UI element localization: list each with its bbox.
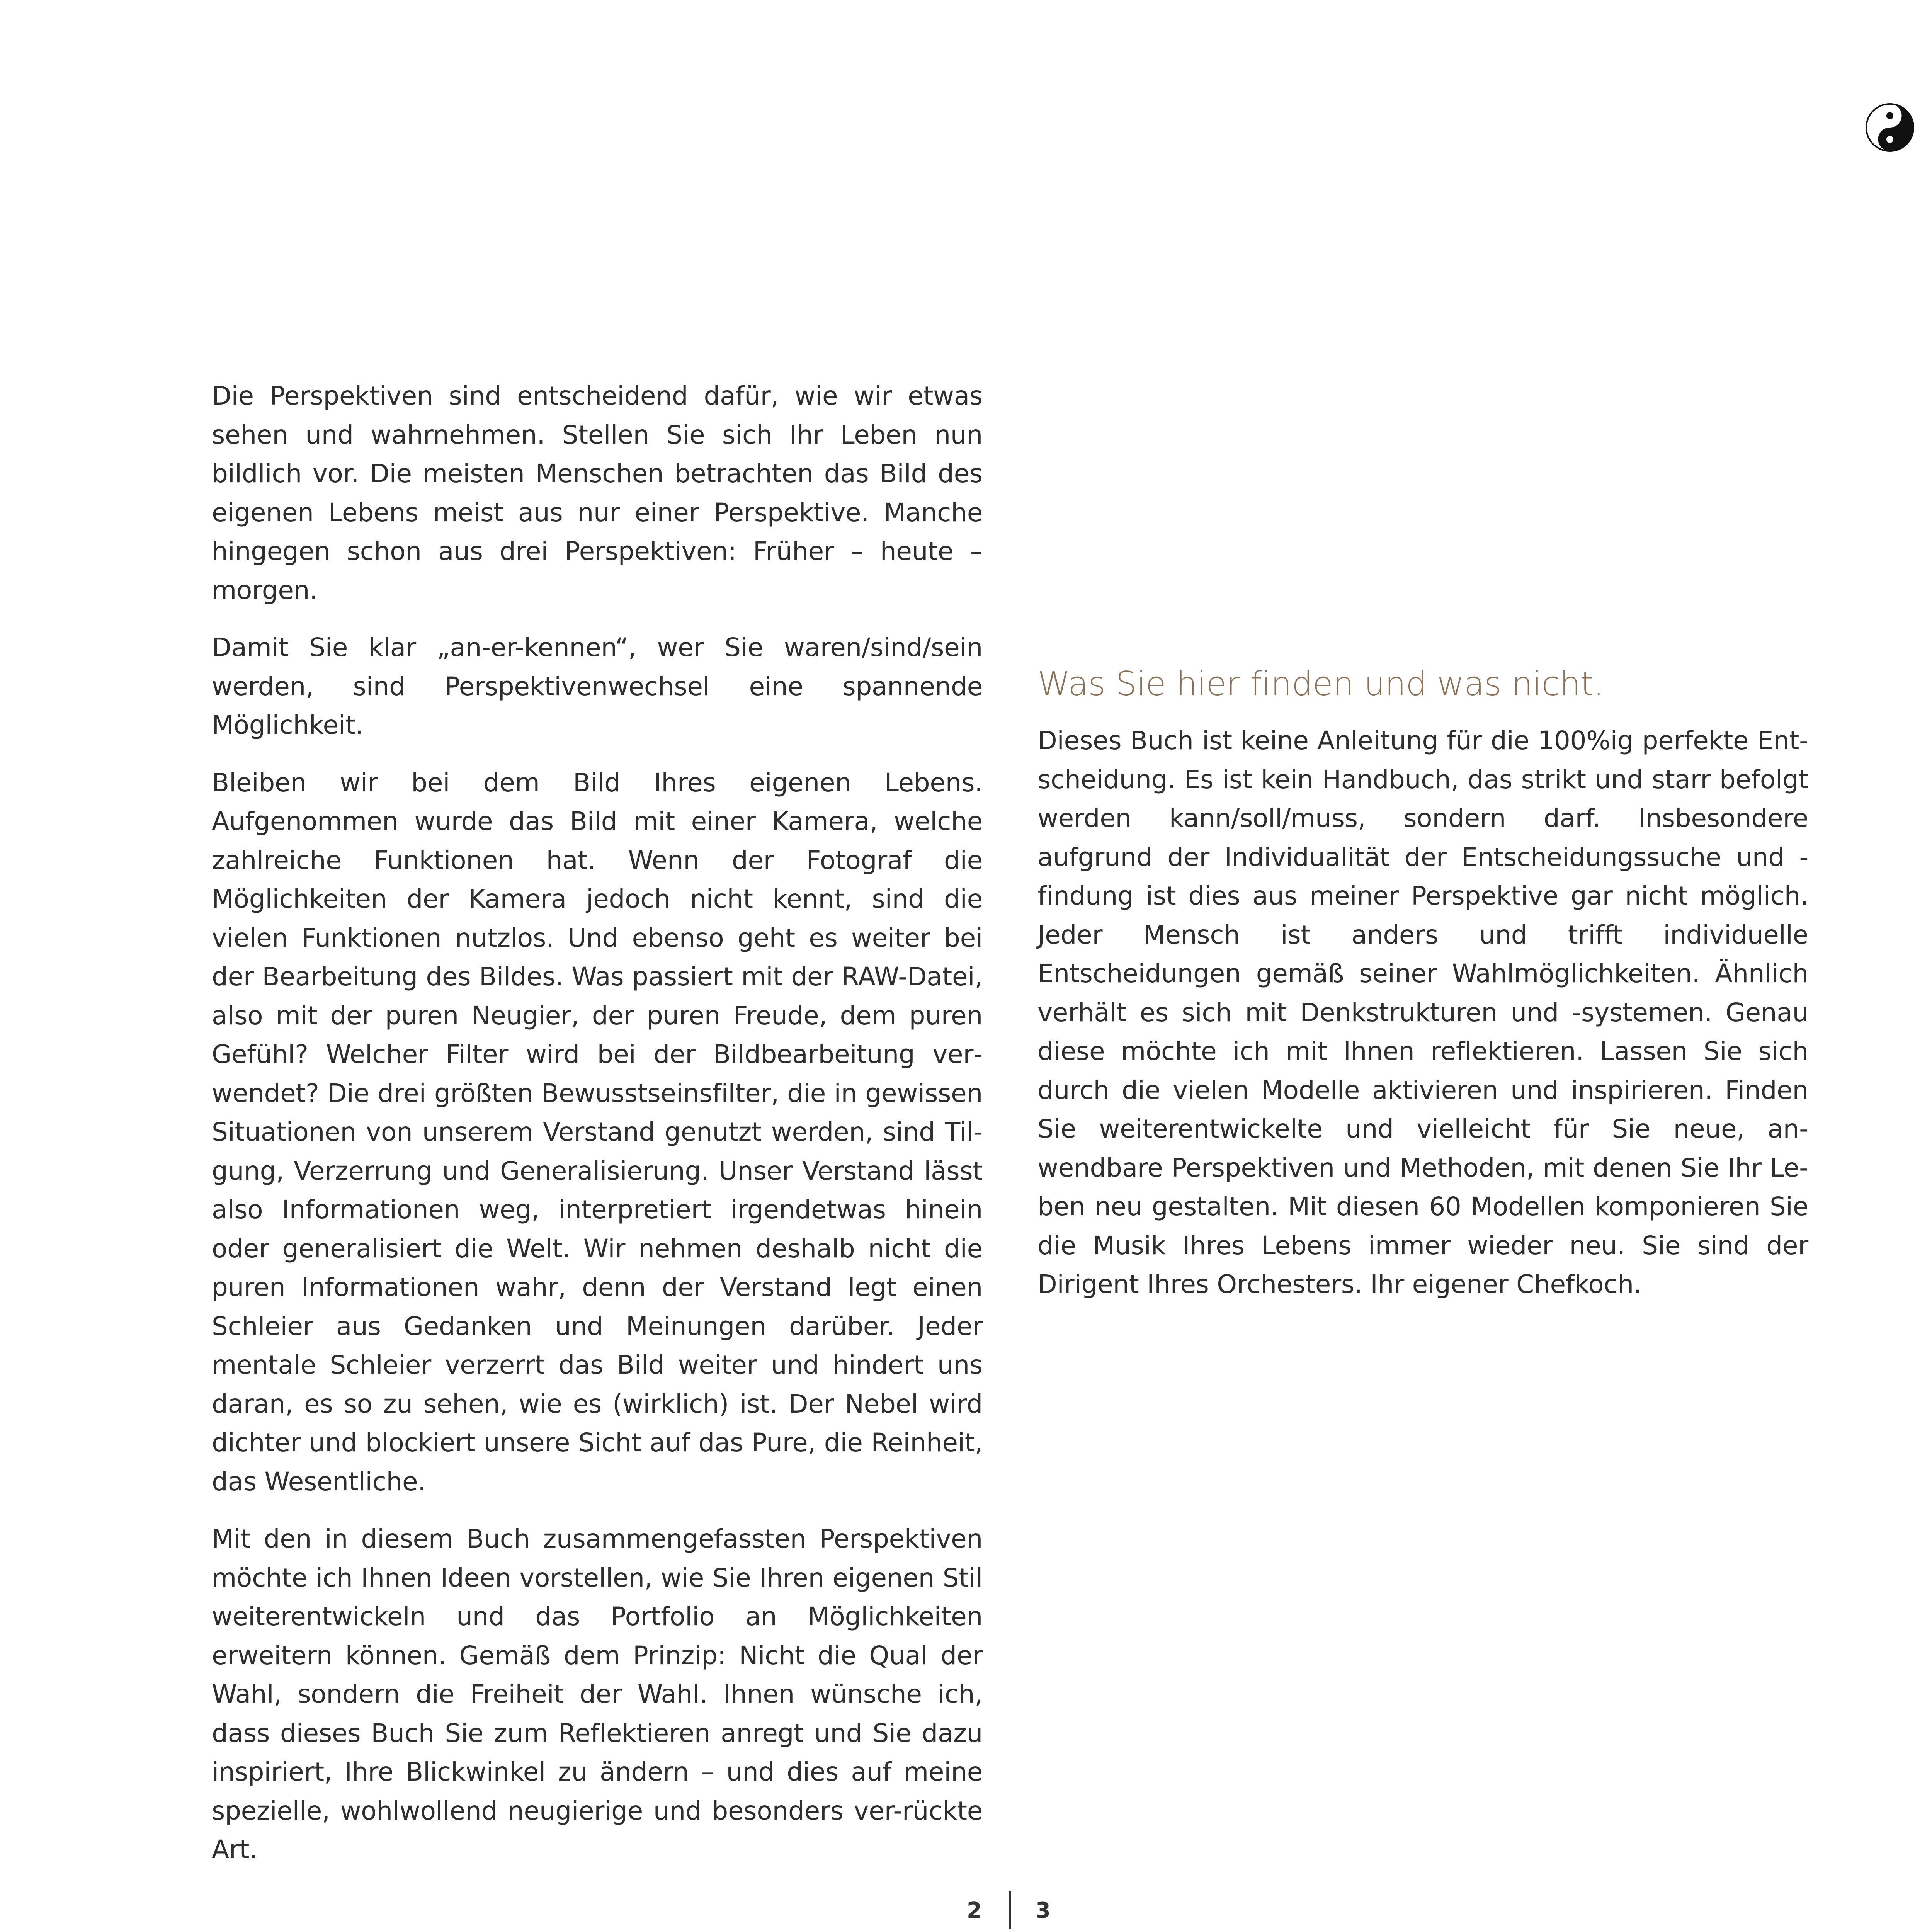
- left-column: [212, 377, 983, 1888]
- yin-yang-icon: [1865, 102, 1915, 153]
- paragraph-buch-perspektiven: Mit den in diesem Buch zusammengefassten Perspektiven möchte ich Ihnen Ideen vorstellen, wie Sie Ihren eigenen Stil weiterentwickeln und das Portfolio an Möglichkeiten erweitern können. Gemäß dem Prinzip: Nicht die Qual der Wahl, sondern die Freiheit der Wahl. Ihnen wünsche ich, dass dieses Buch Sie zum Reflektieren anregt und Sie dazu inspiriert, Ihre Blickwinkel zu ändern – und dies auf meine spezielle, wohlwollend neugierige und besonders ver-rückte Art.: [212, 1524, 983, 1864]
- paragraph-an-er-kennen: Damit Sie klar „an-er-kennen“, wer Sie waren/sind/sein werden, sind Perspektivenwechsel eine spannende Möglichkeit.: [212, 633, 983, 740]
- right-column: [1037, 663, 1808, 1323]
- page-number-right: 3: [1036, 1898, 1051, 1923]
- section-heading: Was Sie hier finden und was nicht.: [1037, 665, 1604, 703]
- page-number-divider: [1009, 1891, 1011, 1929]
- page-number-left: 2: [967, 1898, 982, 1923]
- paragraph-perspektiven: Die Perspektiven sind entscheidend dafür, wie wir etwas sehen und wahrnehmen. Stellen Sie sich Ihr Leben nun bildlich vor. Die meisten Menschen betrachten das Bild des eigenen Lebens meist aus nur einer Perspektive. Manche hingegen schon aus drei Perspektiven: Früher – heute – morgen.: [212, 381, 983, 605]
- paragraph-bild-des-lebens: Bleiben wir bei dem Bild Ihres eigenen Lebens. Aufgenommen wurde das Bild mit einer Kamera, welche zahlreiche Funktionen hat. Wenn der Fotograf die Möglichkeiten der Kamera jedoch nicht kennt, sind die vielen Funktionen nutzlos. Und ebenso geht es weiter bei der Bearbeitung des Bildes. Was passiert mit der RAW-Datei, also mit der puren Neugier, der puren Freude, dem puren Gefühl? Welcher Filter wird bei der Bildbearbeitung verwendet? Die drei größten Bewusstseinsfilter, die in gewissen Situationen von unserem Verstand genutzt werden, sind Tilgung, Verzerrung und Generalisierung. Unser Verstand lässt also Informationen weg, interpretiert irgendetwas hinein oder generalisiert die Welt. Wir nehmen deshalb nicht die puren Informationen wahr, denn der Verstand legt einen Schleier aus Gedanken und Meinungen darüber. Jeder mentale Schleier verzerrt das Bild weiter und hindert uns daran, es so zu sehen, wie es (wirklich) ist. Der Nebel wird dichter und blockiert unsere Sicht auf das Pure, die Reinheit, das Wesentliche.: [212, 767, 983, 1497]
- paragraph-anleitung: Dieses Buch ist keine Anleitung für die 100%ig perfekte Entscheidung. Es ist kein Handbuch, das strikt und starr befolgt werden kann/soll/muss, sondern darf. Insbesondere aufgrund der Individualität der Entscheidungssuche und -findung ist dies aus meiner Perspektive gar nicht möglich. Jeder Mensch ist anders und trifft individuelle Entscheidungen gemäß seiner Wahlmöglichkeiten. Ähnlich verhält es sich mit Denkstrukturen und -systemen. Genau diese möchte ich mit Ihnen reflektieren. Lassen Sie sich durch die vielen Modelle aktivieren und inspirieren. Finden Sie weiterentwickelte und vielleicht für Sie neue, anwendbare Perspektiven und Methoden, mit denen Sie Ihr Leben neu gestalten. Mit diesen 60 Modellen komponieren Sie die Musik Ihres Lebens immer wieder neu. Sie sind der Dirigent Ihres Orchesters. Ihr eigener Chefkoch.: [1037, 726, 1808, 1299]
